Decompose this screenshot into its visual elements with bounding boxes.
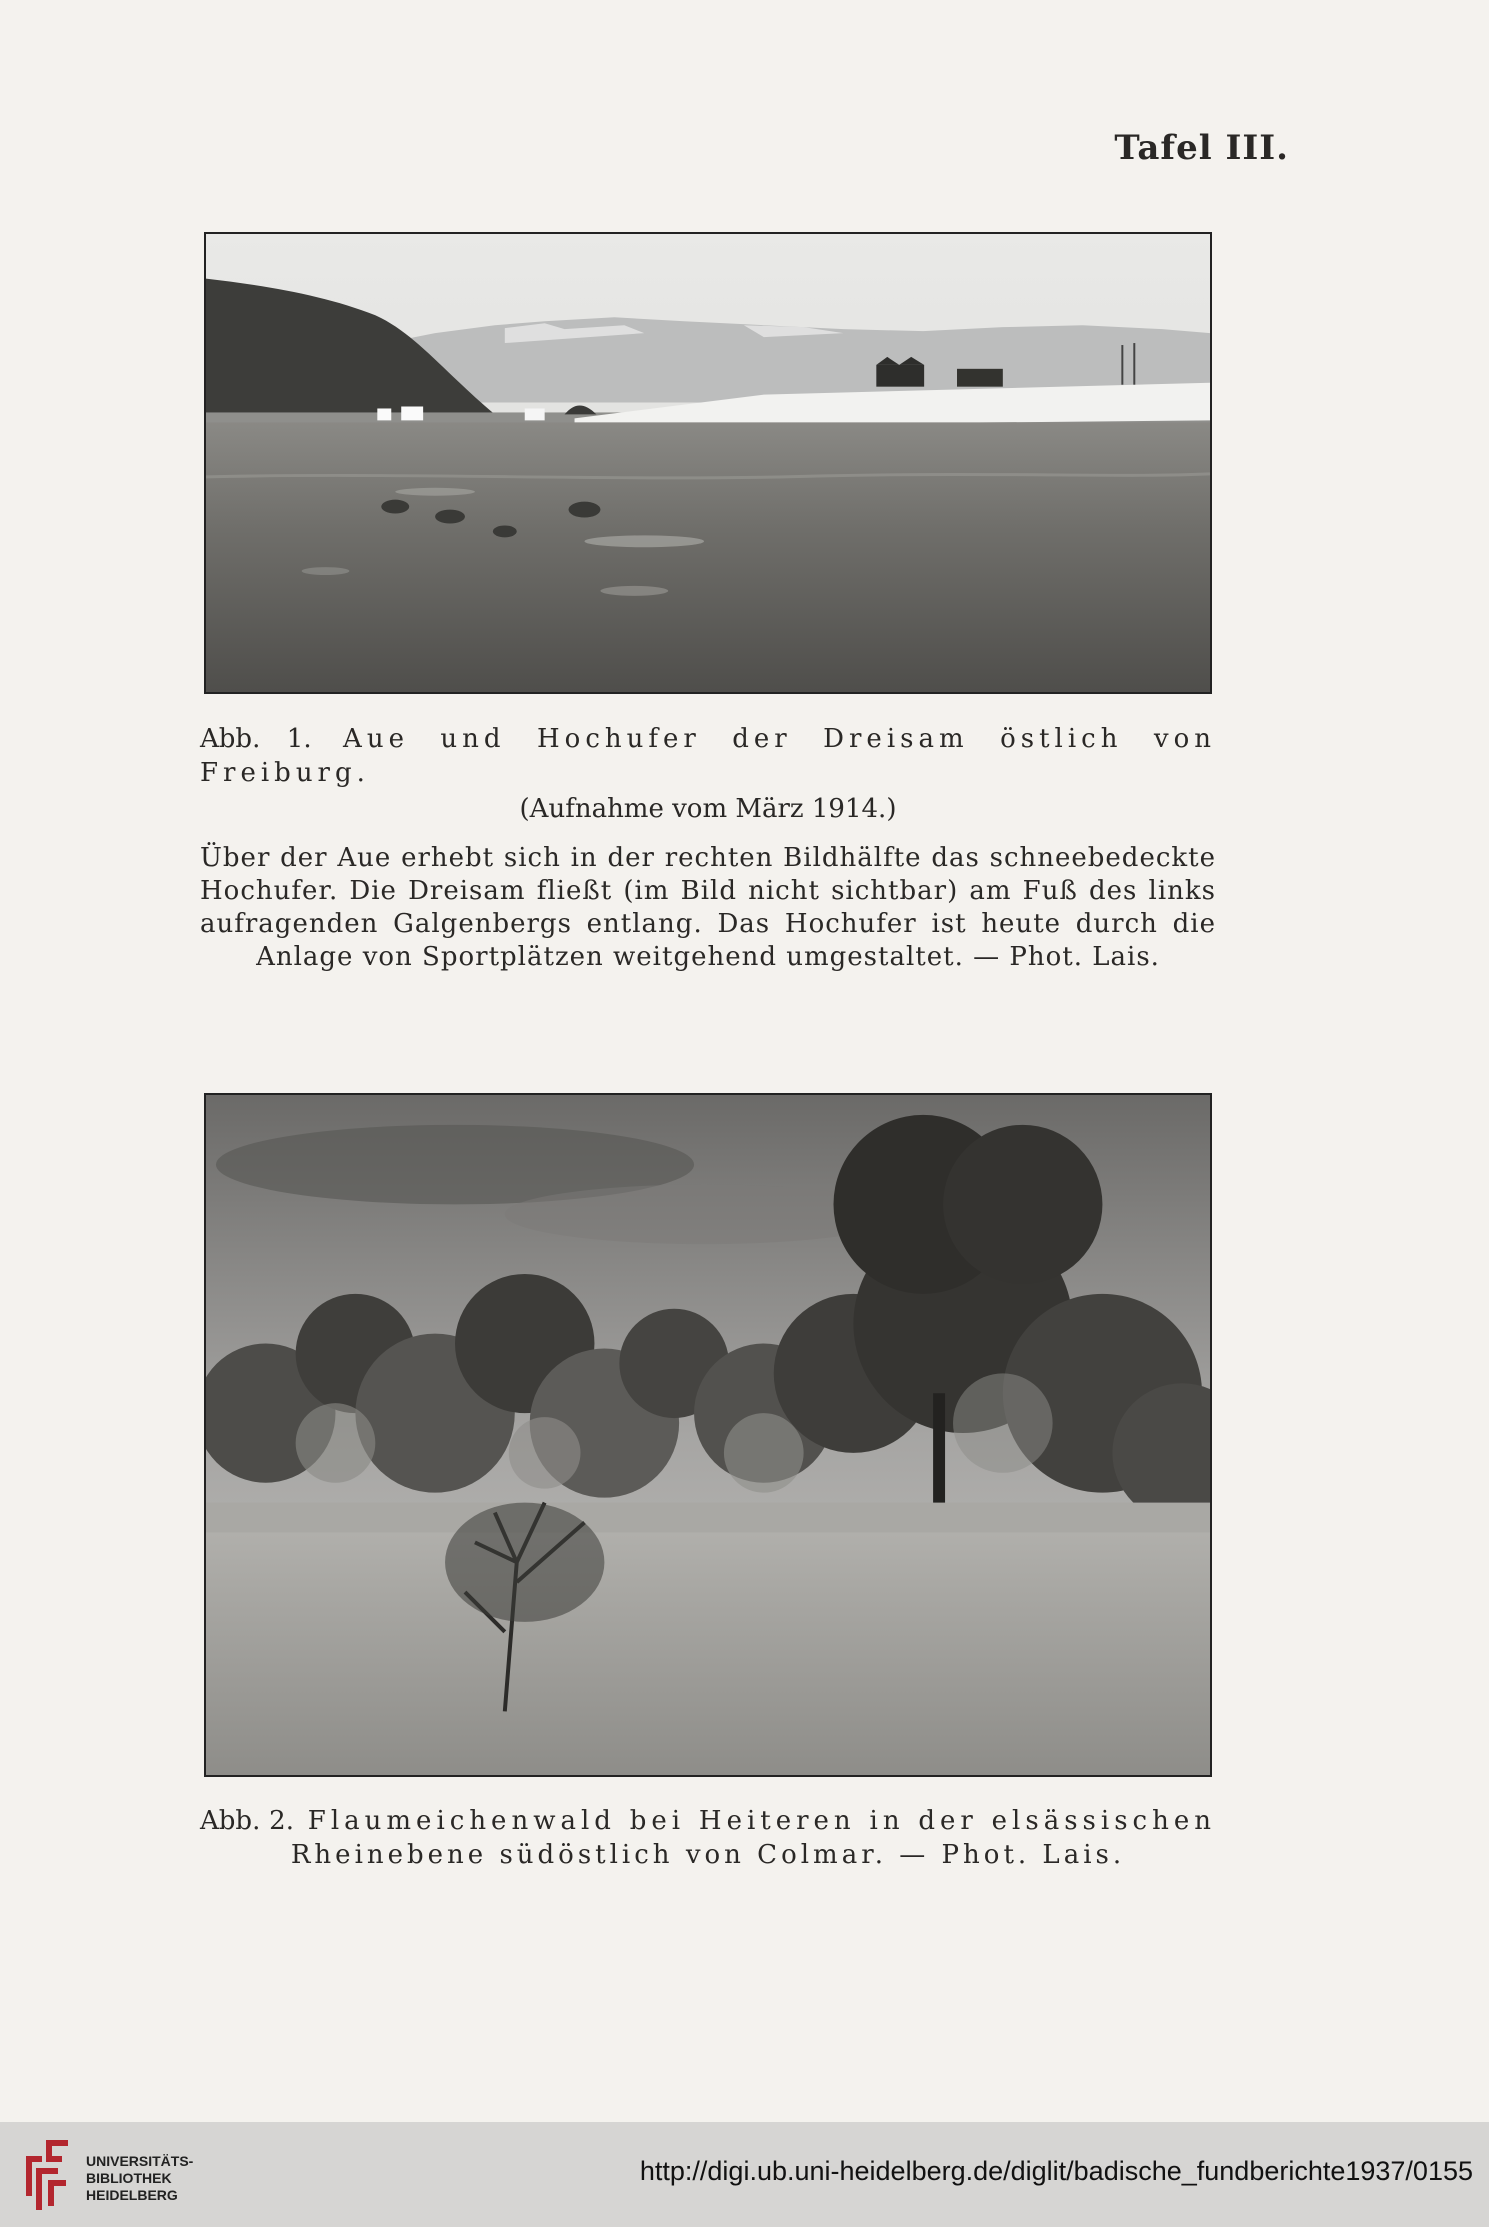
figure-1-description: Über der Aue erhebt sich in der rechten Bildhälfte das schneebedeckte Hochufer. Die Dreisam fließt (im Bild nicht sichtbar) am Fuß des links aufragenden Galgenbergs entlang. Das Hochufer ist heute durch die Anlage von Sportplätzen weitgehend umgestaltet. — Phot. Lais. [200,843,1216,972]
library-name-line-3: HEIDELBERG [86,2187,178,2203]
source-url[interactable]: http://digi.ub.uni-heidelberg.de/diglit/badische_fundberichte1937/0155 [639,2156,1473,2186]
photo-oak-woodland [204,1093,1212,1777]
photo-meadow-floodplain [204,232,1212,694]
figure-2-title-line-2: Rheinebene südöstlich von Colmar. — Phot. Lais. [290,1840,1126,1870]
library-name-line-2: BIBLIOTHEK [86,2170,172,2186]
figure-2-caption [200,1804,1216,1872]
library-logo-icon [16,2136,74,2214]
figure-2-number: Abb. 2. [200,1806,294,1836]
library-footer [0,2122,1489,2227]
library-name [86,2153,193,2204]
plate-label: Tafel III. [1114,128,1289,168]
figure-1-subtitle: (Aufnahme vom März 1914.) [519,794,897,824]
library-name-line-1: UNIVERSITÄTS- [86,2153,194,2169]
figure-1-title-text: Aue und Hochufer der Dreisam östlich von Freiburg. [200,724,1216,788]
figure-1-title [200,722,1216,790]
figure-2-title-line-1 [200,1804,1216,1838]
figure-2-title-text: Flaumeichenwald bei Heiteren in der elsässischen [307,1806,1216,1836]
figure-1-number: Abb. 1. [200,724,312,754]
figure-1-caption [200,722,1216,974]
